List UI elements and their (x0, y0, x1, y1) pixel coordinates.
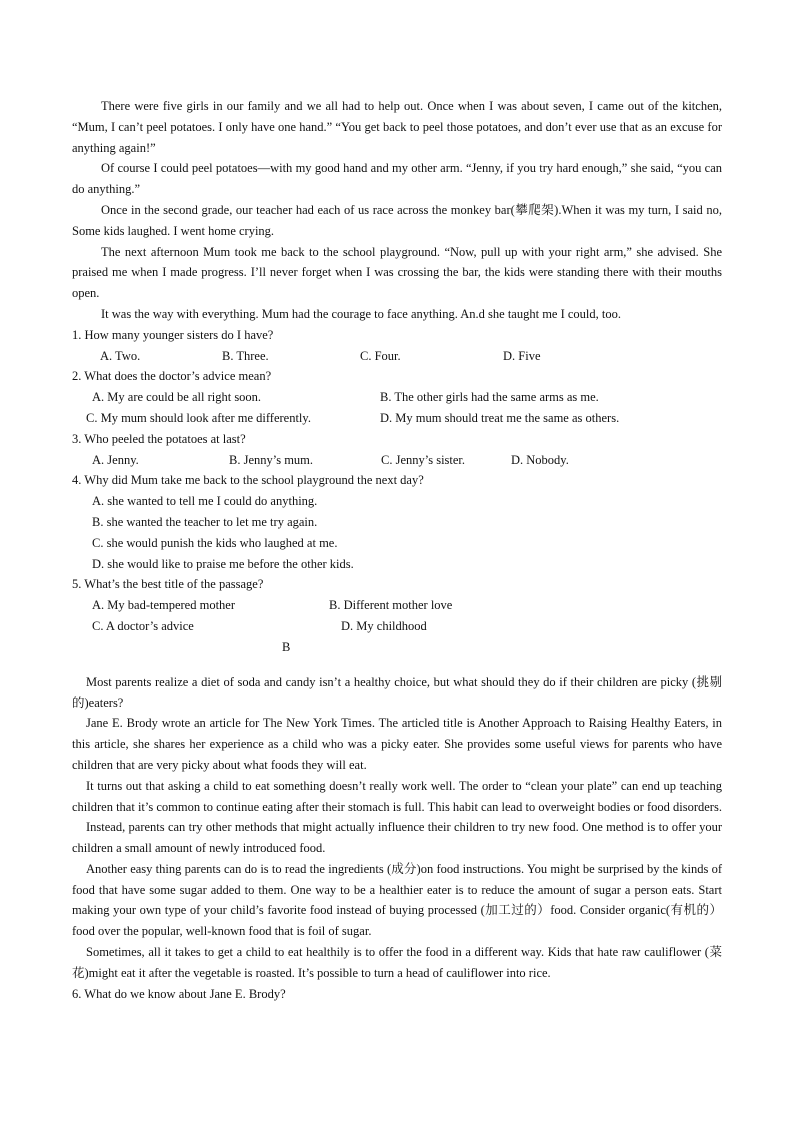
option-a: A. Two. (100, 348, 141, 363)
question-2-options-row-1 (72, 387, 722, 408)
question-1-options (72, 346, 722, 367)
passage-b-paragraph-5: Another easy thing parents can do is to read the ingredients (成分)on food instructions. You might be surprised by the kinds of food that have some sugar added to them. One way to be a healthier eater is to reduce the amount of sugar a person eats. Start making your own type of your child’s favorite food instead of buying processed (加工过的）food. Consider organic(有机的）food over the popular, well-known food that is foil of sugar. (72, 861, 722, 939)
document-page (72, 96, 722, 1004)
question-1: 1. How many younger sisters do I have? (72, 327, 274, 342)
question-2-options-row-2 (72, 408, 722, 429)
section-b-heading: B (282, 639, 291, 654)
question-5-options-row-2 (72, 616, 722, 637)
question-3-options (72, 450, 722, 471)
option-c: C. Jenny’s sister. (381, 452, 466, 467)
question-5-options-row-1 (72, 595, 722, 616)
question-3: 3. Who peeled the potatoes at last? (72, 431, 246, 446)
option-d: D. Five (503, 348, 541, 363)
option-a: A. My are could be all right soon. (92, 390, 262, 405)
option-b: B. she wanted the teacher to let me try again. (92, 514, 318, 529)
section-gap (72, 660, 722, 672)
question-2: 2. What does the doctor’s advice mean? (72, 369, 272, 384)
option-c: C. My mum should look after me differently. (86, 410, 311, 425)
option-d: D. My mum should treat me the same as others. (380, 410, 620, 425)
option-a: A. My bad-tempered mother (92, 598, 236, 613)
passage-a-paragraph-4: The next afternoon Mum took me back to the school playground. “Now, pull up with your right arm,” she advised. She praised me when I made progress. I’ll never forget when I was crossing the bar, the kids were standing there with their mouths open. (72, 244, 722, 301)
passage-b-paragraph-3: It turns out that asking a child to eat something doesn’t really work well. The order to “clean your plate” can end up teaching children that it’s common to continue eating after their stomach is full. This habit can lead to overweight bodies or food disorders. (72, 778, 722, 814)
option-b: B. The other girls had the same arms as me. (380, 390, 599, 405)
passage-a-paragraph-1: There were five girls in our family and we all had to help out. Once when I was about seven, I came out of the kitchen, “Mum, I can’t peel potatoes. I only have one hand.” “You get back to peel those potatoes, and don’t ever use that as an excuse for anything again!” (72, 99, 722, 155)
option-a: A. she wanted to tell me I could do anything. (92, 494, 318, 509)
question-5: 5. What’s the best title of the passage? (72, 577, 264, 592)
passage-b-paragraph-4: Instead, parents can try other methods that might actually influence their children to try new food. One method is to offer your children a small amount of newly introduced food. (72, 820, 722, 856)
option-b: B. Jenny’s mum. (229, 452, 314, 467)
option-c: C. A doctor’s advice (92, 618, 194, 633)
passage-b-paragraph-2: Jane E. Brody wrote an article for The New York Times. The articled title is Another Approach to Raising Healthy Eaters, in this article, she shares her experience as a child who was a picky eater. She provides some useful views for parents who have children that are very picky about what foods they will eat. (72, 716, 722, 772)
option-d: D. she would like to praise me before the other kids. (92, 556, 354, 571)
option-c: C. Four. (360, 348, 401, 363)
question-6: 6. What do we know about Jane E. Brody? (72, 986, 286, 1001)
option-b: B. Three. (222, 348, 269, 363)
option-d: D. Nobody. (511, 452, 569, 467)
passage-b-paragraph-1: Most parents realize a diet of soda and candy isn’t a healthy choice, but what should they do if their children are picky (挑剔的)eaters? (72, 674, 722, 710)
passage-a-paragraph-2: Of course I could peel potatoes—with my good hand and my other arm. “Jenny, if you try hard enough,” she said, “you can do anything.” (72, 161, 722, 197)
option-c: C. she would punish the kids who laughed at me. (92, 535, 338, 550)
option-a: A. Jenny. (92, 452, 139, 467)
passage-a-paragraph-3: Once in the second grade, our teacher had each of us race across the monkey bar(攀爬架).When it was my turn, I said no, Some kids laughed. I went home crying. (72, 202, 722, 238)
option-d: D. My childhood (341, 618, 427, 633)
passage-a-paragraph-5: It was the way with everything. Mum had the courage to face anything. An.d she taught me I could, too. (101, 306, 622, 321)
question-4: 4. Why did Mum take me back to the school playground the next day? (72, 473, 424, 488)
option-b: B. Different mother love (329, 598, 453, 613)
passage-b-paragraph-6: Sometimes, all it takes to get a child to eat healthily is to offer the food in a different way. Kids that hate raw cauliflower (菜花)might eat it after the vegetable is roasted. It’s possible to turn a head of cauliflower into rice. (72, 945, 722, 980)
